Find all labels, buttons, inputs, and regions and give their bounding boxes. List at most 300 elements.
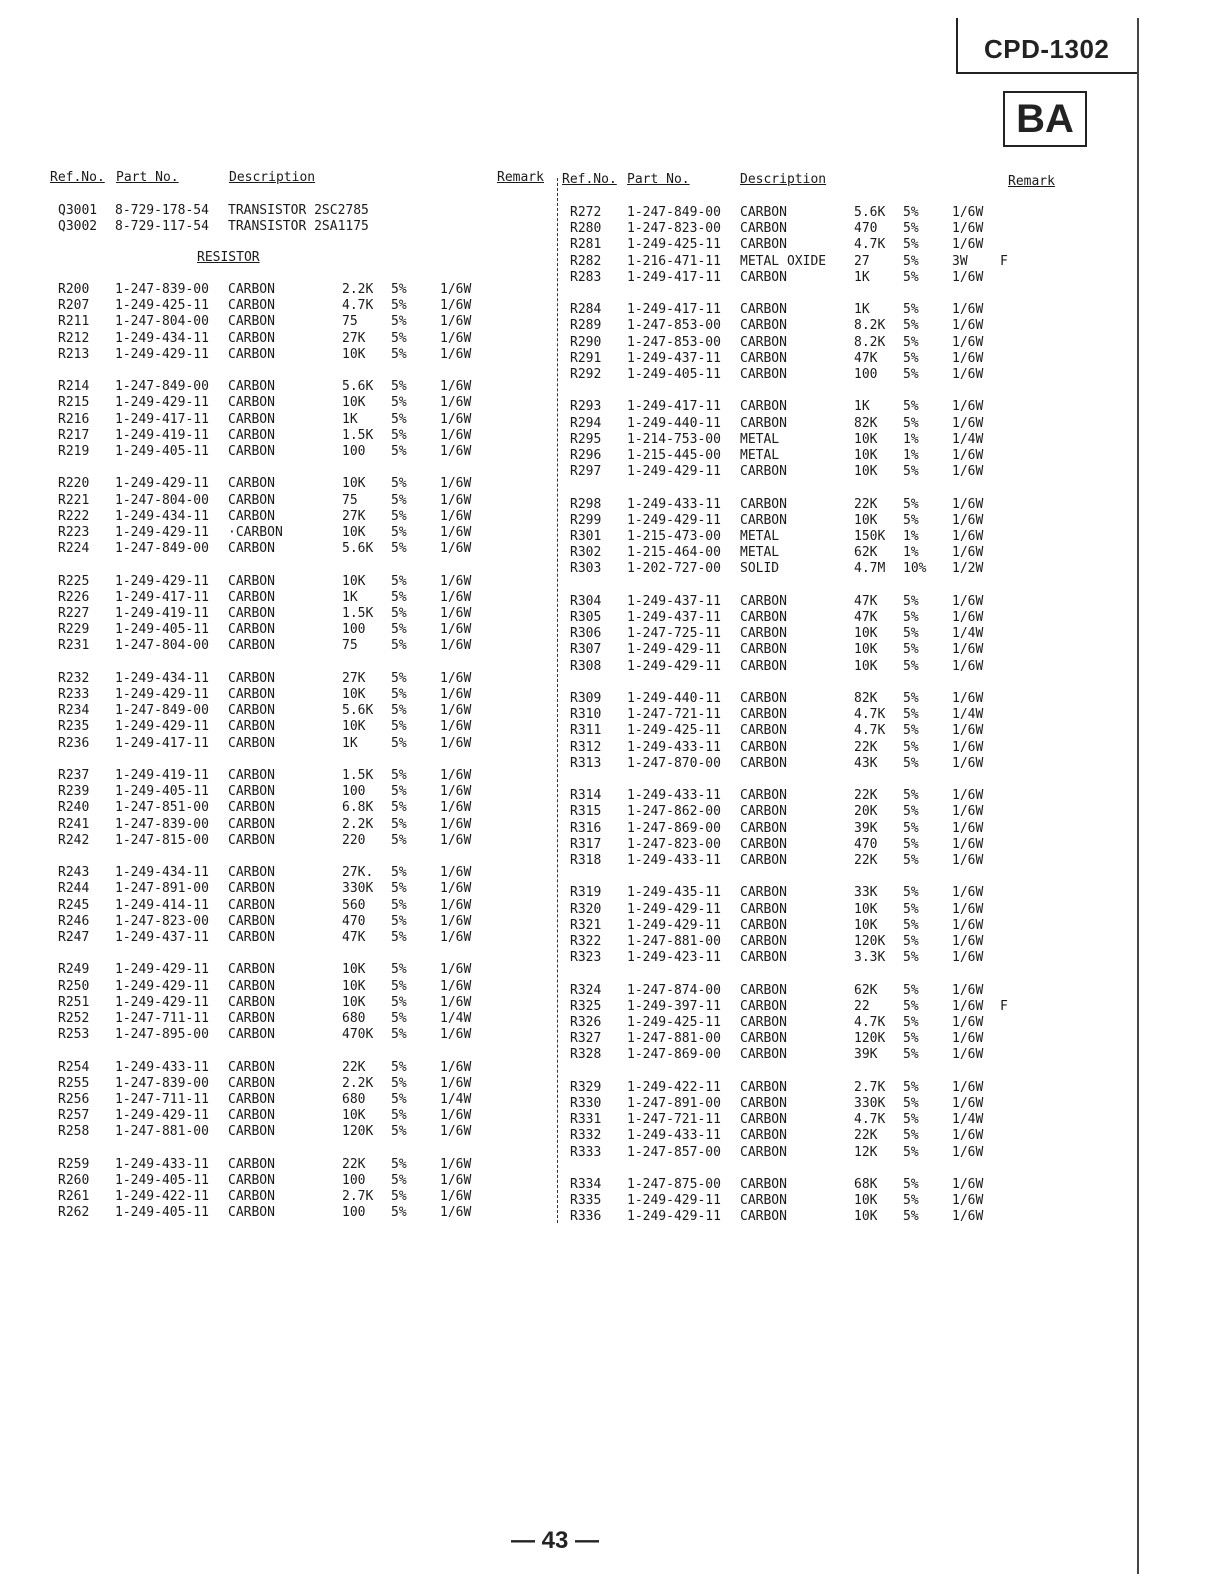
part-no: 1-249-405-11 — [627, 367, 721, 382]
ref-no: R335 — [570, 1193, 602, 1209]
wattage: 1/6W — [952, 1096, 984, 1111]
part-no: 1-247-823-00 — [627, 836, 721, 852]
board-label: BA — [1003, 91, 1087, 147]
description: CARBON — [740, 723, 787, 739]
wattage: 1/6W — [440, 427, 472, 443]
value: 10K — [854, 1193, 878, 1209]
tolerance: 5% — [391, 832, 407, 848]
description: CARBON — [228, 622, 275, 638]
description: CARBON — [228, 1173, 275, 1188]
value: 2.2K — [342, 816, 374, 832]
wattage: 1/6W — [952, 334, 984, 350]
wattage: 1/6W — [440, 800, 472, 816]
tolerance: 5% — [391, 670, 407, 686]
ref-no: Q3001 — [58, 203, 98, 218]
wattage: 1/6W — [952, 529, 984, 544]
tolerance: 5% — [903, 350, 919, 366]
part-no: 1-249-429-11 — [115, 994, 209, 1010]
part-no: 1-249-433-11 — [115, 1059, 209, 1075]
wattage: 1/6W — [952, 788, 984, 804]
value: 100 — [854, 367, 878, 382]
description: CARBON — [740, 1015, 787, 1030]
part-no: 1-249-417-11 — [627, 302, 721, 318]
value: 560 — [342, 897, 366, 913]
value: 3.3K — [854, 950, 886, 966]
tolerance: 5% — [903, 1193, 919, 1209]
tolerance: 5% — [903, 1015, 919, 1030]
tolerance: 5% — [391, 330, 407, 346]
description: CARBON — [228, 719, 275, 735]
wattage: 1/2W — [952, 561, 984, 577]
value: 27K — [342, 330, 366, 346]
ref-no: R316 — [570, 820, 602, 836]
ref-no: R241 — [58, 816, 90, 832]
part-no: 1-249-433-11 — [627, 739, 721, 755]
part-no: 1-249-429-11 — [627, 1209, 721, 1225]
part-no: 1-249-405-11 — [115, 622, 209, 638]
value: 12K — [854, 1144, 878, 1160]
value: 22K — [342, 1156, 366, 1172]
wattage: 1/6W — [952, 804, 984, 820]
value: 4.7K — [854, 237, 886, 253]
wattage: 1/6W — [440, 1059, 472, 1075]
wattage: 1/6W — [952, 399, 984, 415]
ref-no: R298 — [570, 496, 602, 512]
part-no: 1-247-815-00 — [115, 832, 209, 848]
part-no: 1-249-422-11 — [115, 1189, 209, 1205]
ref-no: R303 — [570, 561, 602, 577]
description: CARBON — [740, 998, 787, 1014]
value: 10K — [342, 476, 366, 492]
wattage: 1/6W — [952, 350, 984, 366]
value: 4.7K — [854, 723, 886, 739]
value: 150K — [854, 529, 886, 544]
part-no: 1-249-405-11 — [115, 1205, 209, 1221]
description: ·CARBON — [228, 525, 283, 540]
part-no: 1-247-881-00 — [115, 1124, 209, 1140]
wattage: 1/6W — [952, 237, 984, 253]
value: 10K — [342, 962, 366, 978]
description: CARBON — [228, 508, 275, 524]
tolerance: 5% — [903, 707, 919, 723]
ref-no: R310 — [570, 707, 602, 723]
part-no: 1-249-429-11 — [627, 464, 721, 480]
description: CARBON — [228, 346, 275, 362]
tolerance: 5% — [391, 282, 407, 297]
wattage: 1/4W — [440, 1092, 472, 1107]
value: 1K — [342, 411, 358, 427]
value: 2.2K — [342, 282, 374, 297]
tolerance: 5% — [391, 800, 407, 816]
value: 4.7K — [342, 298, 374, 314]
tolerance: 5% — [903, 334, 919, 350]
part-no: 1-216-471-11 — [627, 253, 721, 269]
ref-no: R336 — [570, 1209, 602, 1225]
part-no: 1-249-434-11 — [115, 508, 209, 524]
tolerance: 5% — [391, 1059, 407, 1075]
wattage: 1/6W — [440, 1108, 472, 1124]
tolerance: 5% — [391, 1011, 407, 1026]
description: CARBON — [228, 298, 275, 314]
wattage: 1/6W — [952, 1079, 984, 1095]
section-title-resistor: RESISTOR — [197, 250, 260, 265]
description: CARBON — [228, 1092, 275, 1107]
header-remark-right: Remark — [1008, 174, 1055, 189]
ref-no: R234 — [58, 703, 90, 719]
part-no: 1-247-891-00 — [115, 881, 209, 897]
part-no: 1-247-875-00 — [627, 1177, 721, 1192]
value: 10K — [854, 512, 878, 528]
tolerance: 5% — [391, 589, 407, 605]
value: 120K — [342, 1124, 374, 1140]
tolerance: 1% — [903, 529, 919, 544]
part-no: 1-247-849-00 — [115, 379, 209, 395]
ref-no: R236 — [58, 735, 90, 751]
description: CARBON — [740, 221, 787, 237]
description: CARBON — [228, 930, 275, 945]
ref-no: R215 — [58, 395, 90, 411]
value: 2.2K — [342, 1075, 374, 1091]
description: CARBON — [228, 1059, 275, 1075]
description: CARBON — [228, 962, 275, 978]
part-no: 1-247-721-11 — [627, 707, 721, 723]
value: 5.6K — [342, 541, 374, 557]
tolerance: 5% — [903, 221, 919, 237]
part-no: 1-247-853-00 — [627, 334, 721, 350]
header-remark-left: Remark — [497, 170, 544, 185]
description: CARBON — [228, 994, 275, 1010]
part-no: 1-249-419-11 — [115, 427, 209, 443]
description: CARBON — [228, 897, 275, 913]
wattage: 1/6W — [440, 703, 472, 719]
wattage: 1/6W — [440, 411, 472, 427]
column-separator — [557, 178, 558, 1223]
part-no: 1-247-870-00 — [627, 755, 721, 771]
part-no: 1-247-711-11 — [115, 1011, 209, 1026]
wattage: 1/6W — [440, 492, 472, 508]
description: CARBON — [740, 836, 787, 852]
ref-no: R319 — [570, 885, 602, 901]
tolerance: 5% — [903, 739, 919, 755]
value: 470K — [342, 1027, 374, 1043]
value: 1K — [342, 735, 358, 751]
ref-no: R284 — [570, 302, 602, 318]
wattage: 1/6W — [440, 508, 472, 524]
part-no: 1-247-711-11 — [115, 1092, 209, 1107]
part-no: 1-214-753-00 — [627, 431, 721, 447]
tolerance: 5% — [391, 687, 407, 702]
value: 5.6K — [854, 205, 886, 220]
value: 680 — [342, 1092, 366, 1107]
tolerance: 5% — [391, 768, 407, 783]
part-no: 1-249-429-11 — [627, 658, 721, 674]
description: CARBON — [740, 707, 787, 723]
ref-no: R213 — [58, 346, 90, 362]
ref-no: R305 — [570, 610, 602, 625]
ref-no: R211 — [58, 314, 90, 330]
part-no: 1-249-429-11 — [115, 687, 209, 702]
ref-no: R221 — [58, 492, 90, 508]
value: 100 — [342, 622, 366, 638]
part-no: 1-249-433-11 — [627, 788, 721, 804]
value: 68K — [854, 1177, 878, 1192]
wattage: 1/6W — [440, 1075, 472, 1091]
ref-no: R222 — [58, 508, 90, 524]
part-no: 1-249-435-11 — [627, 885, 721, 901]
wattage: 1/6W — [440, 330, 472, 346]
wattage: 1/6W — [440, 573, 472, 589]
ref-no: R243 — [58, 865, 90, 881]
description: CARBON — [740, 1031, 787, 1047]
tolerance: 5% — [903, 982, 919, 998]
part-no: 1-249-422-11 — [627, 1079, 721, 1095]
value: 22K — [854, 853, 878, 868]
part-no: 1-215-473-00 — [627, 529, 721, 544]
ref-no: R250 — [58, 978, 90, 994]
description: CARBON — [228, 379, 275, 395]
value: 47K — [342, 930, 366, 945]
ref-no: R232 — [58, 670, 90, 686]
value: 10K — [342, 573, 366, 589]
tolerance: 5% — [391, 622, 407, 638]
description: CARBON — [740, 512, 787, 528]
part-no: 1-247-881-00 — [627, 1031, 721, 1047]
part-no: 1-249-405-11 — [115, 784, 209, 800]
description: CARBON — [228, 492, 275, 508]
tolerance: 5% — [391, 492, 407, 508]
description: METAL — [740, 529, 780, 544]
ref-no: R311 — [570, 723, 602, 739]
wattage: 1/6W — [952, 1031, 984, 1047]
ref-no: R220 — [58, 476, 90, 492]
wattage: 1/6W — [440, 687, 472, 702]
ref-no: R331 — [570, 1112, 602, 1128]
wattage: 1/6W — [440, 282, 472, 297]
ref-no: R227 — [58, 606, 90, 621]
tolerance: 5% — [903, 253, 919, 269]
value: 22K — [342, 1059, 366, 1075]
tolerance: 5% — [903, 367, 919, 382]
description: CARBON — [228, 913, 275, 929]
description: CARBON — [228, 1189, 275, 1205]
ref-no: R252 — [58, 1011, 90, 1026]
value: 10K — [342, 719, 366, 735]
description: CARBON — [740, 853, 787, 868]
ref-no: R225 — [58, 573, 90, 589]
part-no: 1-247-804-00 — [115, 492, 209, 508]
part-no: 1-249-425-11 — [627, 237, 721, 253]
remark: F — [1000, 998, 1008, 1014]
tolerance: 5% — [391, 962, 407, 978]
value: 22K — [854, 739, 878, 755]
wattage: 1/6W — [952, 1015, 984, 1030]
ref-no: R223 — [58, 525, 90, 540]
part-no: 1-202-727-00 — [627, 561, 721, 577]
description: CARBON — [740, 496, 787, 512]
value: 1.5K — [342, 606, 374, 621]
wattage: 1/6W — [440, 735, 472, 751]
ref-no: R207 — [58, 298, 90, 314]
part-no: 1-247-862-00 — [627, 804, 721, 820]
value: 10K — [854, 431, 878, 447]
wattage: 1/4W — [952, 431, 984, 447]
ref-no: R333 — [570, 1144, 602, 1160]
description: CARBON — [740, 642, 787, 658]
description: CARBON — [740, 804, 787, 820]
value: 8.2K — [854, 334, 886, 350]
tolerance: 5% — [903, 237, 919, 253]
wattage: 1/6W — [440, 525, 472, 540]
tolerance: 5% — [903, 1144, 919, 1160]
ref-no: R233 — [58, 687, 90, 702]
description: CARBON — [740, 399, 787, 415]
wattage: 1/6W — [440, 1156, 472, 1172]
tolerance: 5% — [391, 1124, 407, 1140]
value: 10K — [854, 626, 878, 642]
tolerance: 5% — [391, 930, 407, 945]
part-no: 1-249-429-11 — [627, 512, 721, 528]
header-part-left: Part No. — [116, 170, 179, 185]
tolerance: 5% — [903, 804, 919, 820]
part-no: 1-249-397-11 — [627, 998, 721, 1014]
value: 20K — [854, 804, 878, 820]
part-no: 1-249-414-11 — [115, 897, 209, 913]
part-no: 1-249-433-11 — [627, 1128, 721, 1144]
description: CARBON — [228, 573, 275, 589]
tolerance: 5% — [903, 1112, 919, 1128]
part-no: 1-249-440-11 — [627, 415, 721, 431]
value: 43K — [854, 755, 878, 771]
part-no: 1-247-823-00 — [115, 913, 209, 929]
wattage: 1/6W — [440, 1027, 472, 1043]
tolerance: 5% — [903, 302, 919, 318]
tolerance: 5% — [391, 1189, 407, 1205]
tolerance: 5% — [391, 379, 407, 395]
description: CARBON — [228, 330, 275, 346]
value: 10K — [854, 464, 878, 480]
part-no: 1-249-433-11 — [627, 853, 721, 868]
value: 75 — [342, 314, 358, 330]
tolerance: 5% — [903, 205, 919, 220]
ref-no: R326 — [570, 1015, 602, 1030]
value: 120K — [854, 934, 886, 949]
value: 470 — [854, 221, 878, 237]
wattage: 1/6W — [440, 768, 472, 783]
ref-no: R290 — [570, 334, 602, 350]
tolerance: 5% — [391, 298, 407, 314]
value: 27K — [342, 508, 366, 524]
ref-no: R224 — [58, 541, 90, 557]
wattage: 1/4W — [952, 707, 984, 723]
description: CARBON — [740, 658, 787, 674]
wattage: 1/6W — [952, 755, 984, 771]
part-no: 1-249-429-11 — [115, 525, 209, 540]
part-no: 1-249-437-11 — [627, 350, 721, 366]
part-no: 1-249-434-11 — [115, 330, 209, 346]
value: 10K — [854, 901, 878, 917]
tolerance: 5% — [391, 735, 407, 751]
page-edge-rule — [1137, 18, 1139, 1574]
part-no: 1-215-464-00 — [627, 545, 721, 561]
description: CARBON — [740, 1112, 787, 1128]
value: 10K — [854, 1209, 878, 1225]
part-no: 8-729-117-54 — [115, 219, 209, 234]
description: METAL — [740, 545, 780, 561]
description: CARBON — [740, 1209, 787, 1225]
tolerance: 5% — [903, 318, 919, 334]
part-no: 1-247-869-00 — [627, 1047, 721, 1063]
description: CARBON — [228, 1205, 275, 1221]
value: 82K — [854, 415, 878, 431]
ref-no: R329 — [570, 1079, 602, 1095]
ref-no: R280 — [570, 221, 602, 237]
ref-no: R261 — [58, 1189, 90, 1205]
ref-no: R323 — [570, 950, 602, 966]
description: CARBON — [228, 832, 275, 848]
tolerance: 5% — [391, 1075, 407, 1091]
description: TRANSISTOR 2SA1175 — [228, 219, 369, 234]
tolerance: 5% — [903, 610, 919, 625]
ref-no: R297 — [570, 464, 602, 480]
wattage: 1/6W — [952, 367, 984, 382]
description: CARBON — [740, 917, 787, 933]
value: 6.8K — [342, 800, 374, 816]
description: CARBON — [228, 800, 275, 816]
wattage: 1/6W — [440, 816, 472, 832]
description: CARBON — [740, 205, 787, 220]
description: CARBON — [228, 395, 275, 411]
wattage: 1/4W — [952, 1112, 984, 1128]
tolerance: 5% — [903, 885, 919, 901]
part-no: 1-249-429-11 — [115, 719, 209, 735]
ref-no: R219 — [58, 444, 90, 459]
ref-no: R313 — [570, 755, 602, 771]
part-no: 1-249-433-11 — [627, 496, 721, 512]
value: 330K — [854, 1096, 886, 1111]
value: 10K — [342, 687, 366, 702]
ref-no: R318 — [570, 853, 602, 868]
wattage: 1/6W — [952, 934, 984, 949]
value: 22K — [854, 496, 878, 512]
part-no: 1-249-405-11 — [115, 444, 209, 459]
ref-no: R262 — [58, 1205, 90, 1221]
value: 75 — [342, 638, 358, 654]
description: CARBON — [228, 314, 275, 330]
part-no: 1-247-849-00 — [115, 703, 209, 719]
tolerance: 5% — [391, 913, 407, 929]
value: 5.6K — [342, 379, 374, 395]
description: METAL — [740, 448, 780, 463]
tolerance: 5% — [391, 476, 407, 492]
tolerance: 5% — [903, 836, 919, 852]
wattage: 1/6W — [440, 638, 472, 654]
ref-no: R257 — [58, 1108, 90, 1124]
tolerance: 5% — [391, 816, 407, 832]
page-number: — 43 — — [510, 1527, 600, 1554]
wattage: 1/6W — [952, 982, 984, 998]
ref-no: R295 — [570, 431, 602, 447]
value: 330K — [342, 881, 374, 897]
description: CARBON — [740, 1177, 787, 1192]
value: 680 — [342, 1011, 366, 1026]
tolerance: 1% — [903, 545, 919, 561]
ref-no: R334 — [570, 1177, 602, 1192]
description: CARBON — [228, 816, 275, 832]
tolerance: 5% — [391, 1027, 407, 1043]
tolerance: 5% — [903, 788, 919, 804]
description: CARBON — [228, 1108, 275, 1124]
value: 120K — [854, 1031, 886, 1047]
